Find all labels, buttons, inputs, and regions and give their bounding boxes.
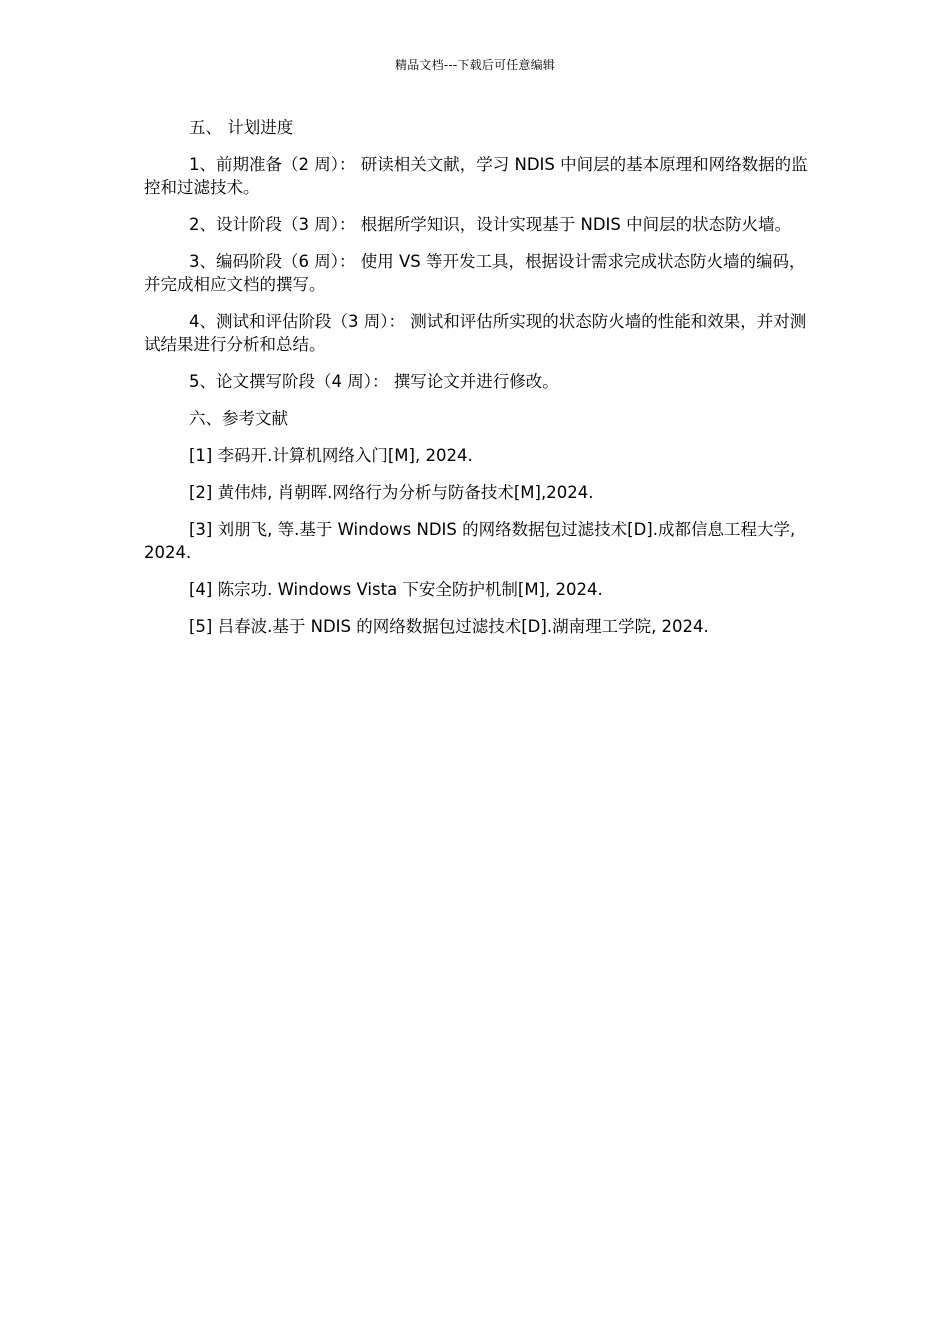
- reference-item-5: [5] 吕春波.基于 NDIS 的网络数据包过滤技术[D].湖南理工学院, 2024.: [189, 617, 709, 636]
- schedule-item-3: 3、编码阶段（6 周）： 使用 VS 等开发工具，根据设计需求完成状态防火墙的编码，并完成相应文档的撰写。: [144, 252, 806, 294]
- reference-item-1: [1] 李码开.计算机网络入门[M], 2024.: [189, 446, 473, 465]
- schedule-item-1: 1、前期准备（2 周）： 研读相关文献，学习 NDIS 中间层的基本原理和网络数据的监控和过滤技术。: [144, 155, 808, 197]
- reference-item-4: [4] 陈宗功. Windows Vista 下安全防护机制[M], 2024.: [189, 580, 603, 599]
- reference-item-2: [2] 黄伟炜, 肖朝晖.网络行为分析与防备技术[M],2024.: [189, 483, 594, 502]
- reference-item-3: [3] 刘朋飞, 等.基于 Windows NDIS 的网络数据包过滤技术[D].成都信息工程大学, 2024.: [144, 520, 796, 562]
- schedule-item-5: 5、论文撰写阶段（4 周）： 撰写论文并进行修改。: [189, 372, 559, 391]
- schedule-item-4: 4、测试和评估阶段（3 周）： 测试和评估所实现的状态防火墙的性能和效果，并对测试结果进行分析和总结。: [144, 312, 807, 354]
- section-heading-schedule: 五、 计划进度: [189, 118, 294, 137]
- document-body: [144, 116, 810, 652]
- section-heading-references: 六、参考文献: [189, 409, 288, 428]
- page-header: 精品文档---下载后可任意编辑: [395, 58, 555, 72]
- schedule-item-2: 2、设计阶段（3 周）： 根据所学知识，设计实现基于 NDIS 中间层的状态防火墙。: [189, 215, 792, 234]
